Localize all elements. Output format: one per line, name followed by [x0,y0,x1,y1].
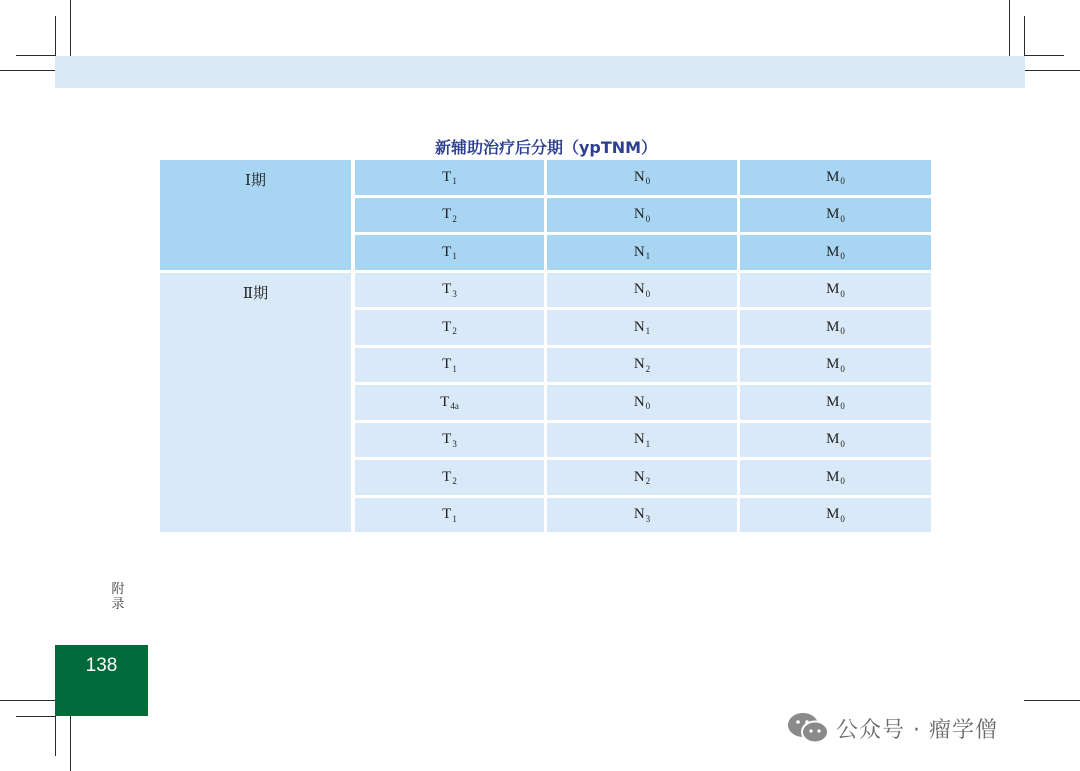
m-cell-symbol: M [826,281,840,298]
m-cell-symbol: M [826,206,840,223]
m-cell-subscript: 0 [840,251,845,262]
m-cell-symbol: M [826,168,840,185]
m-cell-symbol: M [826,243,840,260]
m-cell [740,198,931,233]
n-cell-subscript: 1 [645,326,651,337]
t-cell-symbol: T [442,468,452,485]
m-cell [740,273,931,308]
n-cell-symbol: N [633,431,645,448]
t-cell-subscript: 2 [452,476,457,487]
t-cell [355,273,544,308]
m-cell-symbol: M [826,431,840,448]
m-cell-subscript: 0 [840,326,845,337]
crop-mark [1024,55,1064,56]
crop-mark [55,16,56,56]
crop-mark [1024,700,1080,701]
n-cell [547,198,737,233]
t-cell-symbol: T [442,318,452,335]
t-cell [355,310,544,345]
n-cell-symbol: N [633,168,645,185]
n-cell [547,460,737,495]
t-cell-subscript: 3 [452,288,457,299]
n-cell [547,498,737,533]
m-cell-symbol: M [826,318,840,335]
m-cell-subscript: 0 [840,363,845,374]
t-cell-symbol: T [442,168,452,185]
stage-label: Ⅰ期 [160,160,351,270]
m-cell-subscript: 0 [840,513,845,524]
t-cell-symbol: T [442,356,452,373]
crop-mark [0,70,56,71]
n-cell-symbol: N [633,506,645,523]
t-cell-subscript: 3 [452,438,457,449]
watermark-text: 公众号 · 瘤学僧 [836,717,998,743]
m-cell-subscript: 0 [840,288,845,299]
m-cell-subscript: 0 [840,213,845,224]
n-cell-subscript: 0 [645,213,651,224]
m-cell [740,423,931,458]
m-cell [740,498,931,533]
t-cell-subscript: 2 [452,213,457,224]
t-cell-symbol: T [442,431,452,448]
t-cell [355,160,544,195]
m-cell-subscript: 0 [840,176,845,187]
watermark [786,708,998,748]
t-cell-symbol: T [442,506,452,523]
t-cell [355,348,544,383]
m-cell-symbol: M [826,506,840,523]
m-cell-symbol: M [826,356,840,373]
n-cell-subscript: 0 [645,288,651,299]
t-cell [355,385,544,420]
n-cell-symbol: N [633,468,645,485]
m-cell-symbol: M [826,468,840,485]
wechat-logo-icon [786,710,830,746]
m-cell [740,385,931,420]
m-cell-subscript: 0 [840,438,845,449]
n-cell-subscript: 1 [645,438,651,449]
t-cell-subscript: 1 [452,513,457,524]
n-cell-symbol: N [633,393,645,410]
t-cell-subscript: 2 [452,326,457,337]
crop-mark [70,0,71,56]
t-cell-subscript: 1 [452,363,457,374]
n-cell-symbol: N [633,281,645,298]
n-cell [547,273,737,308]
crop-mark [16,716,56,717]
m-cell [740,160,931,195]
m-cell [740,310,931,345]
m-cell [740,348,931,383]
n-cell [547,423,737,458]
crop-mark [1009,0,1010,56]
crop-mark [70,716,71,771]
t-cell [355,498,544,533]
n-cell [547,235,737,270]
t-cell-symbol: T [442,206,452,223]
t-cell-subscript: 4a [450,401,459,412]
crop-mark [16,55,56,56]
t-cell [355,198,544,233]
crop-mark [1024,16,1025,56]
n-cell-subscript: 0 [645,176,651,187]
n-cell-symbol: N [633,243,645,260]
header-band [55,56,1025,88]
n-cell-symbol: N [633,206,645,223]
n-cell-subscript: 0 [645,401,651,412]
n-cell [547,160,737,195]
t-cell-subscript: 1 [452,176,457,187]
table-title: 新辅助治疗后分期（ypTNM） [434,138,658,157]
m-cell-subscript: 0 [840,476,845,487]
crop-mark [55,716,56,756]
m-cell-subscript: 0 [840,401,845,412]
t-cell-symbol: T [440,393,450,410]
n-cell [547,310,737,345]
n-cell-symbol: N [633,356,645,373]
page-number-box [55,645,148,716]
m-cell [740,460,931,495]
t-cell [355,235,544,270]
t-cell-symbol: T [442,243,452,260]
n-cell-subscript: 1 [645,251,651,262]
stage-label: Ⅱ期 [160,273,351,533]
n-cell-symbol: N [633,318,645,335]
t-cell-subscript: 1 [452,251,457,262]
t-cell [355,460,544,495]
n-cell [547,348,737,383]
n-cell [547,385,737,420]
m-cell-symbol: M [826,393,840,410]
n-cell-subscript: 3 [645,513,651,524]
m-cell [740,235,931,270]
t-cell-symbol: T [442,281,452,298]
n-cell-subscript: 2 [645,476,651,487]
crop-mark [1024,70,1080,71]
t-cell [355,423,544,458]
page-number: 138 [85,655,118,676]
appendix-label: 附录 [111,582,125,612]
n-cell-subscript: 2 [645,363,651,374]
crop-mark [0,700,56,701]
